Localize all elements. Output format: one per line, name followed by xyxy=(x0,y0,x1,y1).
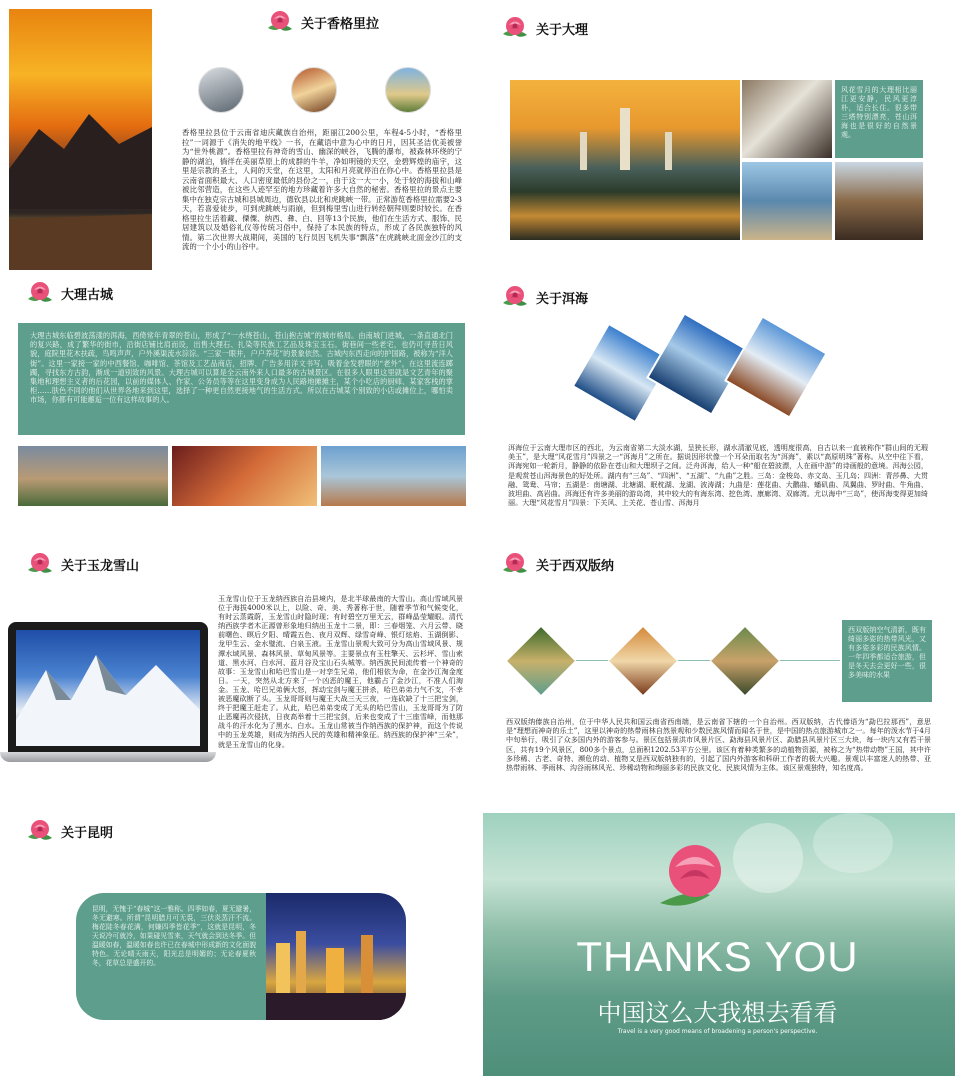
section-title: 关于香格里拉 xyxy=(301,16,380,32)
section-body: 香格里拉县位于云南省迪庆藏族自治州，距丽江200公里，车程4-5小时，“香格里拉”一词源于《消失的地平线》一书，在藏语中意为心中的日月，因其圣洁优美被誉为“世外桃源”。香格里拉有神奇的雪山、幽深的峡谷，飞腾的瀑布，被森林环绕的宁静的湖泊，徜徉在美丽草原上的成群的牛羊，净如明镜的天空，金碧辉煌的庙宇，这里是宗教的圣土，人间的天堂，在这里，太阳和月亮就停泊在你心中。香格里拉县是云南省面积最大、人口密度最低的县份之一，由于这一大一小，处于较的海拔和山峰被比邻营造，在这些人迹罕至的地方珍藏着许多大自然的秘密。香格里拉的景点主要集中在独克宗古城和县城周边，德钦县以北和虎跳峡一带。正常游览香格里拉需要2-3天，若喜爱徒步，可到虎跳峡与雨崩，但到梅里雪山进行转经朝拜则要时较长。在香格里拉生活着藏、傈僳、纳西、彝、白、回等13个民族，他们在生活方式、服饰、民居建筑以及婚俗礼仪等传统习俗中，保持了本民族的特点，形成了各民族独特的风情。第二次世界大战期间，美国的飞行员因飞机失事“飘落”在虎跳峡北面金沙江的支流的一个小小的山谷中。 xyxy=(182,128,462,251)
laptop-screen xyxy=(8,622,208,752)
diamond-photo-1 xyxy=(506,626,577,697)
section-header xyxy=(25,550,139,578)
section-title: 关于洱海 xyxy=(536,291,589,307)
section-body: 昆明，无愧于“春城”这一雅称。四季如春，夏无避暑，冬无避寒。所谓“昆明腊月可无裘，三伏炎蒸汗不流。梅花陡冬春花满，何嫌四季皆花季”，这就是昆明，冬天说冷可就冷，如果碰见雪来，天气就会到达冬季。但温暖如春，温暖如春也许已在春城中形成新的文化面貌特色。无论晴天雨天，阳光总是明媚的；无论春夏秋冬，花草总是盛开的。 xyxy=(92,905,256,967)
pavilion-photo xyxy=(321,446,466,506)
kunming-night-photo xyxy=(266,893,406,1020)
bokeh-light xyxy=(733,823,803,893)
slide-kunming xyxy=(0,813,480,1084)
lake-photo-3 xyxy=(724,315,828,419)
thanks-heading: THANKS YOU xyxy=(576,933,859,980)
thanks-subheading: 中国这么大我想去看看 xyxy=(597,999,838,1027)
xsbn-caption-box xyxy=(842,620,932,702)
old-town-photo xyxy=(742,80,832,158)
slide-dali-ancient-city xyxy=(0,271,480,542)
slide-thanks xyxy=(480,813,960,1084)
slide-shangrila xyxy=(0,0,480,271)
section-header xyxy=(500,550,614,578)
sunset-mountain-photo xyxy=(9,9,152,270)
rose-icon xyxy=(25,279,55,307)
section-body: 玉龙雪山位于玉龙纳西族自治县境内，是北半球最南的大雪山。高山雪域风景位于海拔4000米以上，以险、奇、美、秀著称于世，随着季节和气候变化，有时云蒸霞蔚，玉龙雪山时隐时现；有时碧空万里无云，群峰晶莹耀眼。清代纳西族学者木正源曾形象地归纳出玉龙十二景，即：三春烟笼、六月云带、晓前曙色、暝后夕阳、晴霞五色、夜月双辉、绿雪奇峰、银灯炫焰、玉湖倒影、龙甲生云、金水璧流、白泉玉液。玉龙雪山景观大致可分为高山雪域风景、规潭水域风景、森林风景、草甸风景等。主要景点有玉柱擎天、云杉坪、雪山索道、黑水河、白水河、蓝月谷及宝山石头城等。纳西族民间流传着一个神奇的故事：玉龙雪山和哈巴雪山是一对孪生兄弟，他们相依为命，在金沙江淘金度日。一天，突然从北方来了一个凶恶的魔王，他霸占了金沙江，不准人们淘金。玉龙、哈巴兄弟俩大怒，挥动宝剑与魔王拼杀，哈巴弟弟力气不支，不幸被恶魔砍断了头。玉龙哥哥则与魔王大战三天三夜，一连砍缺了十三把宝剑，终于把魔王赶走了。从此，哈巴弟弟变成了无头的哈巴雪山，玉龙哥哥为了防止恶魔再次侵扰，日夜高举着十三把宝剑，后来也变成了十三座雪峰，而他那战斗的汗水化为了黑水、白水。玉龙山常被当作纳西族的保护神，而这个传说中的玉龙英雄，则成为纳西人民的英雄和精神象征。纳西族的保护神“三朵”，就是玉龙雪山的化身。 xyxy=(218,594,463,749)
section-title: 关于昆明 xyxy=(61,825,114,841)
rose-icon xyxy=(25,817,55,845)
three-pagodas-photo xyxy=(510,80,740,240)
section-title: 关于西双版纳 xyxy=(536,558,615,574)
slide-yulong xyxy=(0,542,480,813)
xsbn-caption: 西双版纳空气清新，既有绮丽多姿的热带风光，又有多姿多彩的民族风情。一年四季都适合旅游，但是冬天去会更好一些，很多美味的水果 xyxy=(848,626,926,679)
section-title: 关于大理 xyxy=(536,22,589,38)
diamond-photo-2 xyxy=(608,626,679,697)
ancient-text-box xyxy=(18,323,465,435)
section-body: 洱海位于云南大理市区的西北，为云南省第二大淡水湖，呈狭长形，湖水清澈见底，透明度很高，自古以来一直被称作“群山间的无瑕美玉”，是大理“风花雪月”四景之一“洱海月”之所在。据说因形状像一个耳朵而取名为“洱海”，素以“高原明珠”著称。从空中往下看，洱海宛如一轮新月，静静的依卧在苍山和大理坝子之间。泛舟洱海，给人一种“船在碧波漂，人在画中游”的诗画般的意境。洱海公园，是观赏苍山洱海景色的好处所。湖内有“三岛”、“四洲”、“五湖”、“九曲”之胜。三岛：金梭岛、赤文岛、玉几岛；四洲：青莎鼻、大贯融、鸳鸯、马帘；五湖是：南塘湖、北塘湖、眠枕湖、龙湖、波涛湖；九曲是：莲花曲、大鹳曲、蟠矶曲、凤翼曲、罗时曲、牛角曲、波坦曲、高岩曲。洱海还有许多美丽的游岛湾，其中较大的有海东湾、挖色湾、康廊湾、双廊湾。尤以海中“三岛”，使洱海变得更加绮丽。大理“风花雪月”四景：下关风、上关花、苍山雪、洱海月 xyxy=(508,443,928,508)
bokeh-light xyxy=(813,813,893,873)
dali-caption: 风花雪月的大理相比丽江更安静，民风更淳朴，适合长住。很多带三塔特别漂亮，苍山洱海也是很好的自然景观。 xyxy=(841,86,917,139)
rose-icon xyxy=(500,283,530,311)
section-header xyxy=(265,8,379,36)
section-header xyxy=(500,14,588,42)
laptop-base xyxy=(0,752,216,762)
rose-icon xyxy=(500,14,530,42)
circle-photo-1 xyxy=(198,67,244,113)
slide-erhai xyxy=(480,271,960,542)
section-title: 关于玉龙雪山 xyxy=(61,558,140,574)
slide-dali xyxy=(480,0,960,271)
rose-icon xyxy=(500,550,530,578)
section-header xyxy=(500,283,588,311)
section-header xyxy=(25,279,113,307)
boat-photo xyxy=(742,162,832,240)
snow-mountain-photo xyxy=(16,630,200,746)
dali-caption-box xyxy=(835,80,923,158)
street-photo xyxy=(835,162,923,240)
section-title: 大理古城 xyxy=(61,287,114,303)
section-body: 大理古城东临碧波荡漾的洱海，西倚常年青翠的苍山，形成了“一水绕苍山，苍山抱古城”的城市格局。由南城门进城，一条直通北门的复兴路，成了繁华的街市，沿街店铺比肩而设，出售大理石、扎染等民族工艺品及珠宝玉石。街巷间一些老宅，也仍可寻昔日风貌，庭院里花木扶疏，鸟鸣声声，户外溪渠流水淙淙。“三家一眼井，户户养花”的景象依然。古城内东西走向的护国路，被称为“洋人街”。这里一家接一家的中西餐馆、咖啡馆、茶馆及工艺品商店，招牌、广告多用洋文书写，吸着金发碧眼的“老外”，在这里流连踯躅，寻找东方古韵，渐成一道别致的风景。大理古城可以算是全云南外来人口最多的古城景区。在很多人眼里这里就是文艺青年的聚集地和理想主义者的后花园，以前的媒体人、作家、公务员等等在这里变身成为人民路地摊摊主，某个小吃店的厨师、某家客栈的掌柜……肤色不同的他们从世界各地来到这里，选择了一种更自然更接地气的生活方式。所以在古城某个别致的小店或摊位上，哪怕卖市场，你都有可能邂逅一位有这样故事的人。 xyxy=(30,331,453,405)
rose-icon xyxy=(25,550,55,578)
kunming-text-box xyxy=(76,893,266,1020)
city-gate-photo xyxy=(18,446,168,506)
temple-roof-photo xyxy=(172,446,317,506)
circle-photo-3 xyxy=(385,67,431,113)
circle-photo-2 xyxy=(291,67,337,113)
slide-xishuangbanna xyxy=(480,542,960,813)
diamond-photo-3 xyxy=(710,626,781,697)
section-header xyxy=(25,817,113,845)
thanks-tagline: Travel is a very good means of broadening a person's perspective. xyxy=(617,1028,818,1035)
rose-flower-icon xyxy=(650,833,740,913)
rose-icon xyxy=(265,8,295,36)
section-body: 西双版纳傣族自治州，位于中华人民共和国云南省西南端，是云南省下辖的一个自治州。西双版纳，古代傣语为“勐巴拉那西”，意思是“理想而神奇的乐土”，这里以神奇的热带雨林自然景观和少数民族风情而闻名于世，是中国的热点旅游城市之一。每年的泼水节于4月中旬举行，吸引了众多国内外的游客参与。景区包括景洪市风景片区、勐海县风景片区、勐腊县风景片区三大块，每一块内又有若干景区，共有19个风景区，800多个景点，总面积1202.53平方公里。该区有着种类繁多的动植物资源，被称之为“热带动物”王国，其中许多珍稀、古老、奇特、濒危的动、植物又是西双版纳独有的，引起了国内外游客和科研工作者的极大兴趣。景观以丰富迷人的热带、亚热带雨林、季雨林、沟谷雨林风光、珍稀动物和绚丽多彩的民族文化、民族风情为主体。该区景观独特，知名度高。 xyxy=(506,717,931,773)
